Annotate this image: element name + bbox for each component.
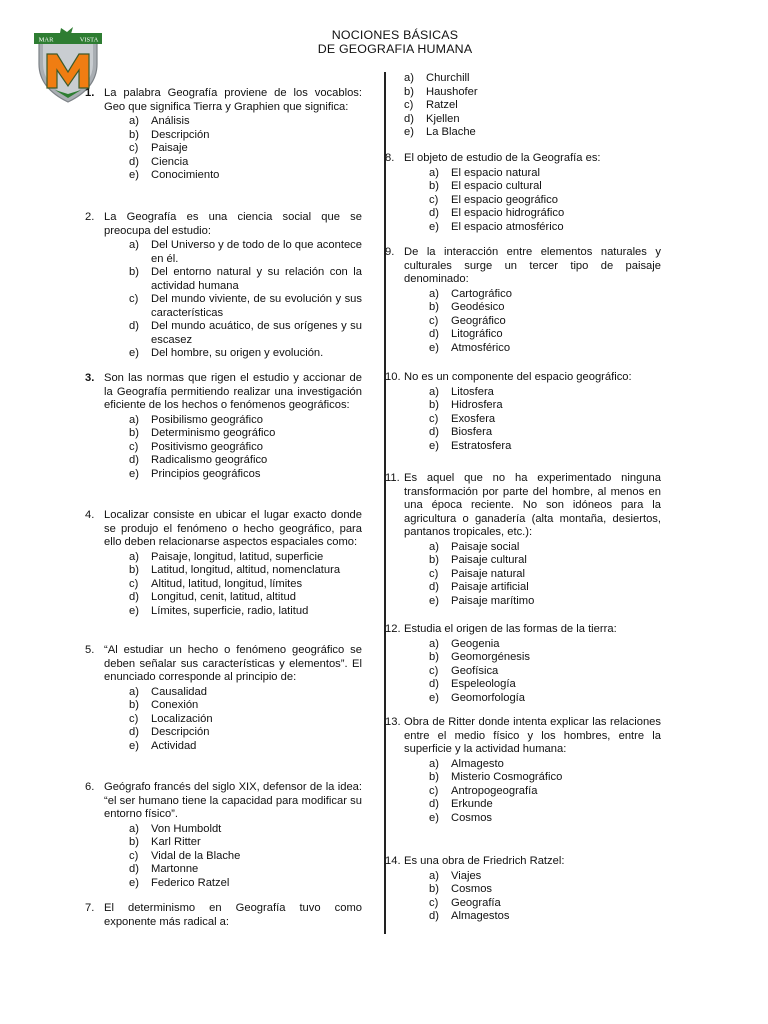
question-number — [379, 855, 404, 869]
option-letter: e) — [429, 594, 439, 607]
option-text: Cosmos — [451, 883, 493, 895]
answer-option — [429, 595, 661, 609]
option-letter: b) — [129, 699, 139, 711]
question-text: De la interacción entre elementos naturales y culturales surge un tercer tipo de paisaje denominado: — [404, 246, 661, 285]
option-text: Conocimiento — [151, 169, 220, 181]
option-letter: b) — [129, 266, 139, 278]
option-text: Del Universo y de todo de lo que acontece en él. — [151, 239, 362, 265]
answer-option — [429, 568, 661, 582]
answer-option — [429, 581, 661, 595]
option-text: Límites, superficie, radio, latitud — [151, 604, 309, 617]
answer-option — [429, 758, 661, 772]
question-number-text: 3. — [85, 372, 95, 384]
option-text: Kjellen — [426, 112, 460, 125]
option-text: Latitud, longitud, altitud, nomenclatura — [151, 564, 341, 576]
question-number — [379, 246, 404, 287]
option-text: Ratzel — [426, 99, 458, 111]
option-text: Federico Ratzel — [151, 876, 230, 889]
question-number — [79, 211, 104, 238]
answer-option — [429, 883, 661, 897]
answer-option — [429, 167, 661, 181]
option-text: Haushofer — [426, 85, 478, 98]
option-letter: c) — [429, 664, 439, 677]
option-text: Paisaje — [151, 142, 188, 154]
question-number-text: 2. — [85, 211, 95, 223]
question-number — [379, 371, 404, 385]
option-letter: c) — [129, 142, 139, 154]
question-text: Es una obra de Friedrich Ratzel: — [404, 855, 565, 867]
question-item — [85, 87, 362, 183]
option-letter: a) — [129, 413, 139, 426]
question-stem — [385, 472, 661, 540]
answer-option — [404, 99, 636, 113]
question-number — [79, 644, 104, 685]
option-letter: d) — [429, 426, 439, 438]
answer-option — [129, 551, 362, 565]
option-letter: e) — [429, 341, 439, 354]
question-7-options-continued — [379, 71, 636, 140]
question-item — [85, 372, 362, 481]
question-number-text: 10. — [385, 371, 401, 383]
option-text: Posibilismo geográfico — [151, 413, 263, 426]
option-letter: e) — [429, 439, 439, 452]
answer-option — [429, 897, 661, 911]
question-number-text: 4. — [85, 509, 95, 521]
option-text: El espacio atmosférico — [451, 220, 564, 233]
option-text: Viajes — [451, 869, 482, 882]
answer-options — [429, 288, 661, 356]
option-text: Descripción — [151, 128, 210, 141]
answer-options — [429, 167, 661, 235]
question-stem — [85, 902, 362, 929]
option-letter: b) — [429, 883, 439, 895]
option-text: Causalidad — [151, 685, 207, 698]
answer-options — [429, 758, 661, 826]
option-text: Del entorno natural y su relación con la actividad humana — [151, 266, 362, 292]
question-number — [379, 472, 404, 540]
answer-option — [429, 798, 661, 812]
question-item — [85, 902, 362, 929]
answer-option — [129, 605, 362, 619]
option-text: El espacio natural — [451, 166, 540, 179]
answer-option — [129, 142, 362, 156]
answer-option — [404, 126, 636, 140]
answer-option — [429, 328, 661, 342]
option-letter: d) — [429, 328, 439, 340]
answer-option — [429, 785, 661, 799]
answer-options — [129, 686, 362, 754]
option-text: Del hombre, su origen y evolución. — [151, 347, 324, 359]
option-letter: d) — [129, 591, 139, 603]
answer-option — [129, 823, 362, 837]
option-letter: c) — [429, 896, 439, 909]
option-letter: a) — [429, 637, 439, 650]
option-letter: b) — [129, 128, 139, 141]
answer-option — [429, 301, 661, 315]
question-item — [385, 152, 661, 234]
answer-options — [129, 115, 362, 183]
answer-option — [129, 713, 362, 727]
question-number — [379, 152, 404, 166]
question-number — [79, 509, 104, 550]
option-text: Almagesto — [451, 757, 504, 770]
option-letter: c) — [129, 293, 139, 305]
option-text: Altitud, latitud, longitud, límites — [151, 577, 303, 590]
option-letter: b) — [129, 836, 139, 848]
option-letter: a) — [429, 540, 439, 553]
option-letter: a) — [129, 822, 139, 835]
answer-option — [129, 686, 362, 700]
option-text: Cartográfico — [451, 287, 512, 300]
option-letter: c) — [429, 567, 439, 580]
option-text: Principios geográficos — [151, 467, 261, 480]
answer-option — [129, 129, 362, 143]
answer-option — [129, 427, 362, 441]
answer-option — [129, 564, 362, 578]
option-text: Paisaje natural — [451, 567, 526, 580]
option-letter: b) — [129, 564, 139, 576]
question-number-text: 7. — [85, 902, 95, 914]
option-letter: a) — [429, 385, 439, 398]
answer-option — [129, 836, 362, 850]
option-text: Paisaje cultural — [451, 554, 527, 566]
option-letter: b) — [404, 85, 414, 98]
option-letter: e) — [429, 220, 439, 233]
answer-option — [429, 288, 661, 302]
option-text: Positivismo geográfico — [151, 440, 263, 453]
option-letter: b) — [429, 399, 439, 411]
answer-option — [429, 678, 661, 692]
option-text: Von Humboldt — [151, 822, 222, 835]
option-text: Litográfico — [451, 328, 503, 340]
answer-option — [129, 850, 362, 864]
question-text: Geógrafo francés del siglo XIX, defensor de la idea: “el ser humano tiene la capacidad para modificar su entorno físico”. — [104, 781, 362, 820]
answer-option — [429, 910, 661, 924]
option-text: Atmosférico — [451, 341, 511, 354]
question-number-text: 8. — [385, 152, 395, 164]
option-text: Misterio Cosmográfico — [451, 771, 563, 783]
question-number-text: 6. — [85, 781, 95, 793]
question-number-text: 14. — [385, 855, 401, 867]
answer-option — [429, 342, 661, 356]
option-letter: e) — [129, 169, 139, 181]
option-text: Radicalismo geográfico — [151, 454, 268, 466]
option-letter: b) — [429, 651, 439, 663]
option-text: Martonne — [151, 863, 199, 875]
option-text: Paisaje, longitud, latitud, superficie — [151, 550, 324, 563]
option-letter: e) — [129, 739, 139, 752]
question-number — [79, 87, 104, 114]
option-text: Longitud, cenit, latitud, altitud — [151, 591, 296, 603]
question-item — [85, 781, 362, 890]
option-letter: b) — [429, 301, 439, 313]
answer-option — [129, 239, 362, 266]
option-letter: d) — [129, 454, 139, 466]
answer-option — [404, 86, 636, 100]
option-text: Geofísica — [451, 664, 499, 677]
option-text: Geográfico — [451, 314, 506, 327]
option-text: Erkunde — [451, 798, 493, 810]
option-letter: a) — [129, 550, 139, 563]
option-text: Geodésico — [451, 301, 505, 313]
option-text: Estratosfera — [451, 439, 512, 452]
question-stem — [85, 644, 362, 685]
option-letter: d) — [429, 678, 439, 690]
option-letter: e) — [129, 604, 139, 617]
question-text: Obra de Ritter donde intenta explicar las relaciones entre el medio físico y los hombres, entre la superficie y la actividad humana: — [404, 716, 661, 755]
answer-option — [129, 115, 362, 129]
question-item — [385, 472, 661, 608]
answer-option — [129, 699, 362, 713]
question-item — [385, 716, 661, 825]
question-stem — [85, 781, 362, 822]
option-text: Vidal de la Blache — [151, 849, 241, 862]
question-number — [379, 716, 404, 757]
question-number — [79, 372, 104, 413]
question-text: “Al estudiar un hecho o fenómeno geográfico se deben señalar sus características y elementos”. El enunciado corresponde al principio de: — [104, 644, 362, 683]
option-text: Paisaje artificial — [451, 581, 529, 593]
answer-option — [129, 863, 362, 877]
document-title — [250, 28, 540, 56]
question-stem — [85, 211, 362, 238]
question-text: La palabra Geografía proviene de los vocablos: Geo que significa Tierra y Graphien que significa: — [104, 87, 362, 113]
question-text: El determinismo en Geografía tuvo como exponente más radical a: — [104, 902, 362, 928]
answer-option — [129, 156, 362, 170]
answer-option — [429, 541, 661, 555]
question-stem — [385, 623, 661, 637]
question-stem — [85, 509, 362, 550]
crest-banner-left: MAR — [38, 36, 54, 44]
answer-option — [429, 554, 661, 568]
question-text: Es aquel que no ha experimentado ninguna transformación por parte del hombre, al menos en una época reciente. No son idóneos para la agricultura o ganadería (alta montaña, desiertos, pantanos tropicales, etc.): — [404, 472, 661, 538]
question-text: El objeto de estudio de la Geografía es: — [404, 152, 601, 164]
option-text: El espacio geográfico — [451, 193, 558, 206]
answer-option — [129, 578, 362, 592]
option-text: Localización — [151, 712, 213, 725]
answer-option — [129, 169, 362, 183]
title-line-2: DE GEOGRAFIA HUMANA — [317, 42, 473, 56]
option-text: Paisaje social — [451, 540, 520, 553]
answer-option — [129, 591, 362, 605]
answer-option — [429, 638, 661, 652]
answer-options — [129, 551, 362, 619]
answer-option — [429, 180, 661, 194]
option-letter: d) — [429, 581, 439, 593]
answer-option — [429, 771, 661, 785]
option-letter: e) — [129, 467, 139, 480]
option-text: La Blache — [426, 126, 476, 138]
option-letter: d) — [129, 155, 139, 168]
option-letter: c) — [429, 412, 439, 425]
answer-options — [129, 823, 362, 891]
answer-option — [129, 347, 362, 361]
option-text: Determinismo geográfico — [151, 427, 276, 439]
option-letter: a) — [429, 757, 439, 770]
option-letter: a) — [129, 115, 139, 127]
question-number-text: 1. — [85, 87, 95, 99]
option-letter: b) — [429, 771, 439, 783]
answer-option — [429, 870, 661, 884]
question-number — [379, 623, 404, 637]
option-text: Litosfera — [451, 385, 494, 398]
option-text: Hidrosfera — [451, 399, 503, 411]
option-letter: c) — [129, 440, 139, 453]
answer-option — [129, 726, 362, 740]
option-text: Del mundo acuático, de sus orígenes y su escasez — [151, 320, 362, 346]
option-letter: c) — [129, 712, 139, 725]
question-text: Son las normas que rigen el estudio y accionar de la Geografía permitiendo realizar una investigación eficiente de los hechos o fenómenos geográficos: — [104, 372, 362, 411]
option-text: Descripción — [151, 726, 210, 738]
option-text: El espacio hidrográfico — [451, 207, 565, 219]
question-number-text: 13. — [385, 716, 401, 728]
answer-options — [129, 414, 362, 482]
option-letter: d) — [404, 112, 414, 125]
crest-banner-right: VISTA — [79, 36, 99, 44]
question-item — [385, 246, 661, 355]
answer-option — [129, 740, 362, 754]
question-text: No es un componente del espacio geográfico: — [404, 371, 632, 383]
option-letter: d) — [429, 798, 439, 810]
answer-options — [429, 870, 661, 924]
answer-option — [429, 692, 661, 706]
question-item — [85, 211, 362, 361]
answer-option — [429, 315, 661, 329]
answer-options — [404, 72, 636, 140]
option-text: Geomorgénesis — [451, 651, 530, 663]
answer-option — [404, 72, 636, 86]
option-text: Biosfera — [451, 426, 493, 438]
option-text: Churchill — [426, 72, 470, 84]
option-text: Almagestos — [451, 910, 510, 922]
question-item — [385, 371, 661, 453]
title-line-1: NOCIONES BÁSICAS — [331, 28, 459, 42]
question-number-text: 5. — [85, 644, 95, 656]
option-text: Actividad — [151, 739, 197, 752]
answer-option — [129, 877, 362, 891]
answer-options — [429, 541, 661, 609]
option-letter: e) — [129, 347, 139, 359]
option-text: Conexión — [151, 699, 199, 711]
question-text: Localizar consiste en ubicar el lugar exacto donde se produjo el fenómeno o hecho geográfico, para ello deben relacionarse aspectos espaciales como: — [104, 509, 362, 548]
answer-option — [429, 665, 661, 679]
option-text: Ciencia — [151, 155, 189, 168]
question-item — [385, 623, 661, 705]
option-text: Antropogeografía — [451, 784, 538, 797]
option-letter: b) — [429, 180, 439, 192]
option-text: Geografía — [451, 896, 501, 909]
option-letter: d) — [129, 726, 139, 738]
question-item — [85, 644, 362, 753]
option-letter: c) — [129, 577, 139, 590]
question-stem — [85, 87, 362, 114]
option-letter: d) — [429, 910, 439, 922]
option-text: Análisis — [151, 115, 190, 127]
answer-option — [129, 320, 362, 347]
option-letter: e) — [429, 811, 439, 824]
option-letter: a) — [129, 239, 139, 251]
option-letter: d) — [129, 320, 139, 332]
answer-option — [404, 113, 636, 127]
question-stem — [85, 372, 362, 413]
option-letter: c) — [404, 99, 414, 111]
question-stem — [385, 152, 661, 166]
option-letter: c) — [429, 193, 439, 206]
option-letter: d) — [129, 863, 139, 875]
answer-option — [129, 454, 362, 468]
answer-option — [129, 441, 362, 455]
answer-option — [429, 194, 661, 208]
option-letter: a) — [404, 72, 414, 84]
answer-option — [429, 399, 661, 413]
question-number — [79, 902, 104, 929]
option-letter: e) — [129, 876, 139, 889]
answer-option — [129, 266, 362, 293]
answer-option — [129, 293, 362, 320]
answer-option — [429, 812, 661, 826]
option-text: Espeleología — [451, 678, 516, 690]
option-text: Exosfera — [451, 412, 496, 425]
answer-option — [429, 413, 661, 427]
answer-option — [429, 221, 661, 235]
option-letter: c) — [129, 849, 139, 862]
option-text: Geogenia — [451, 637, 500, 650]
option-letter: a) — [429, 287, 439, 300]
question-number — [79, 781, 104, 822]
question-text: Estudia el origen de las formas de la tierra: — [404, 623, 617, 635]
option-letter: e) — [429, 691, 439, 704]
answer-options — [429, 638, 661, 706]
question-number-text: 11. — [385, 472, 400, 484]
question-text: La Geografía es una ciencia social que se preocupa del estudio: — [104, 211, 362, 237]
question-stem — [385, 855, 661, 869]
answer-options — [429, 386, 661, 454]
option-text: Cosmos — [451, 811, 493, 824]
option-letter: b) — [429, 554, 439, 566]
option-letter: a) — [429, 166, 439, 179]
option-letter: e) — [404, 126, 414, 138]
option-text: El espacio cultural — [451, 180, 542, 192]
option-letter: a) — [129, 685, 139, 698]
question-item — [85, 509, 362, 618]
option-letter: c) — [429, 314, 439, 327]
answer-option — [429, 440, 661, 454]
option-text: Paisaje marítimo — [451, 594, 535, 607]
answer-option — [429, 426, 661, 440]
question-stem — [385, 246, 661, 287]
answer-option — [429, 651, 661, 665]
question-item — [385, 855, 661, 924]
answer-option — [429, 386, 661, 400]
option-text: Karl Ritter — [151, 836, 201, 848]
question-number-text: 12. — [385, 623, 401, 635]
answer-options — [129, 239, 362, 361]
answer-option — [129, 414, 362, 428]
answer-option — [429, 207, 661, 221]
question-stem — [385, 371, 661, 385]
answer-option — [129, 468, 362, 482]
option-letter: a) — [429, 869, 439, 882]
option-letter: b) — [129, 427, 139, 439]
question-number-text: 9. — [385, 246, 395, 258]
question-stem — [385, 716, 661, 757]
option-text: Del mundo viviente, de su evolución y sus características — [151, 293, 362, 319]
option-letter: c) — [429, 784, 439, 797]
option-text: Geomorfología — [451, 691, 526, 704]
option-letter: d) — [429, 207, 439, 219]
